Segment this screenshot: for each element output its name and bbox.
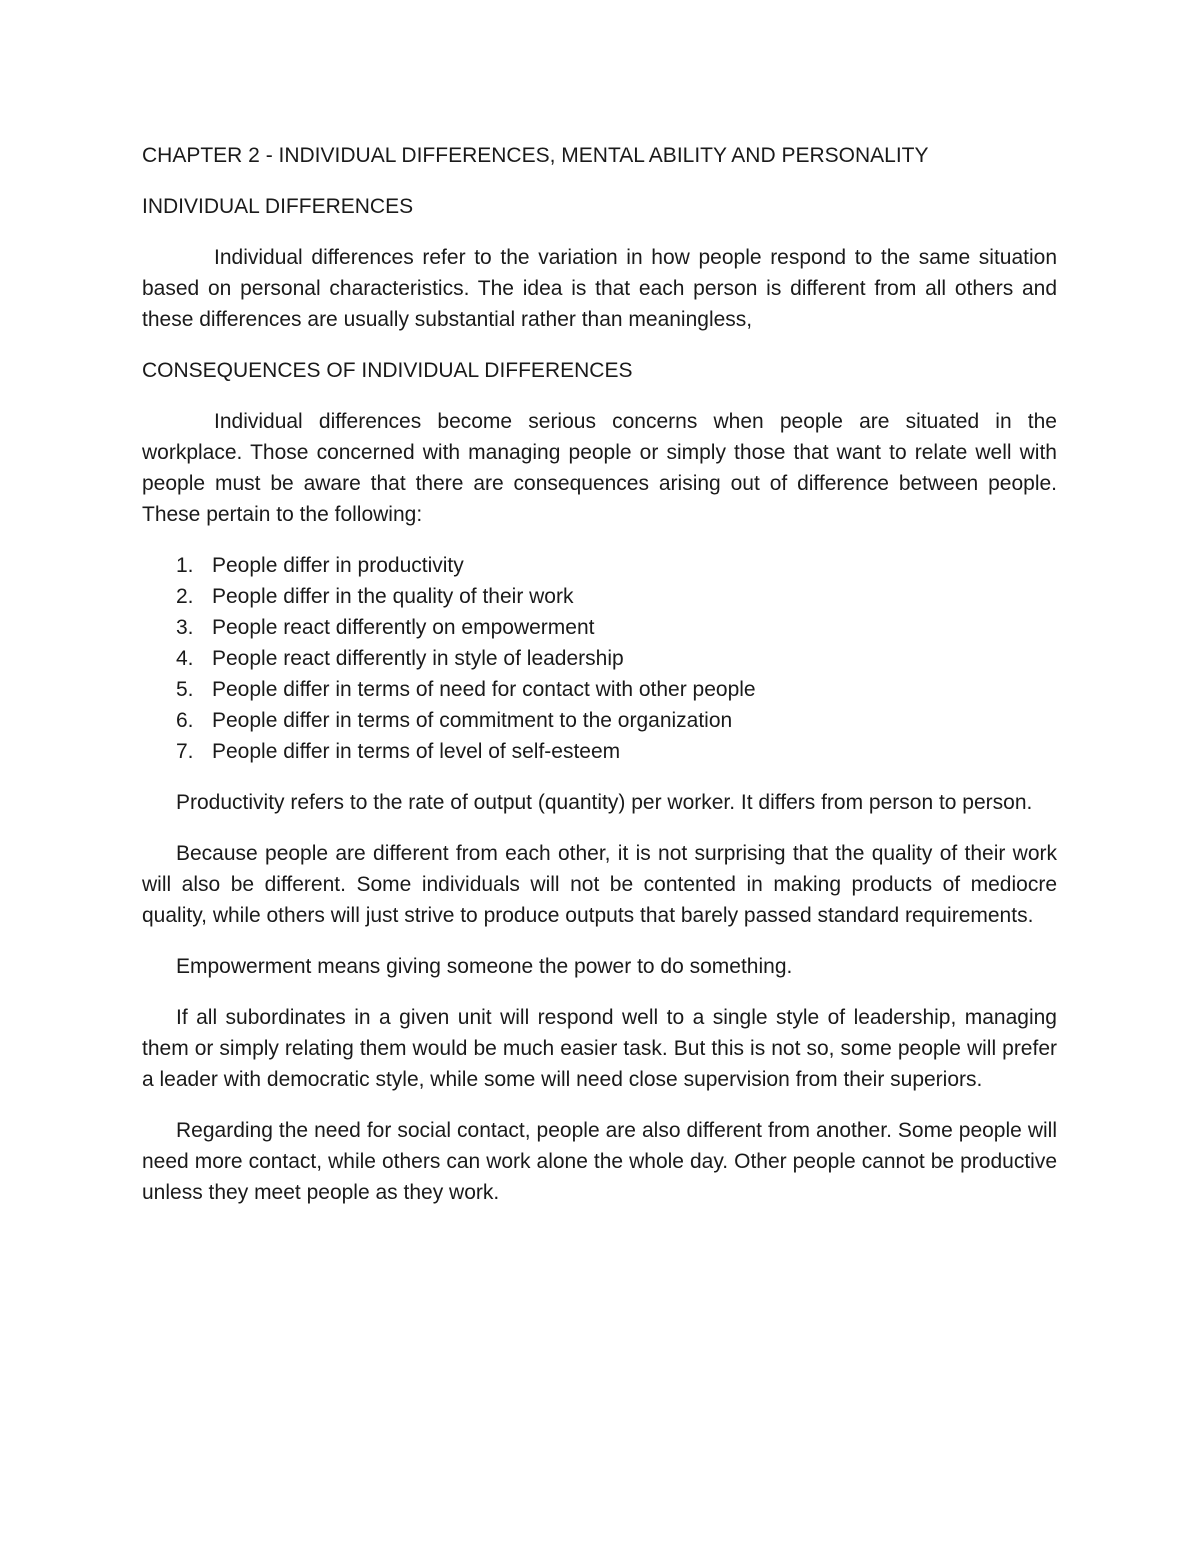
paragraph-definition: Individual differences refer to the variation in how people respond to the same situation based on personal characteristics. The idea is that each person is different from all others and these differences are usually substantial rather than meaningless, — [142, 246, 1057, 331]
list-item — [142, 643, 1057, 674]
section-heading-consequences: CONSEQUENCES OF INDIVIDUAL DIFFERENCES — [142, 359, 633, 382]
list-item-text: People differ in terms of level of self-esteem — [212, 740, 621, 763]
paragraph-social-contact: Regarding the need for social contact, people are also different from another. Some people will need more contact, while others can work alone the whole day. Other people cannot be productive unless they meet people as they work. — [142, 1119, 1057, 1204]
section-heading-individual-differences: INDIVIDUAL DIFFERENCES — [142, 195, 414, 218]
document-page — [142, 140, 1057, 1228]
paragraph-consequences: Individual differences become serious concerns when people are situated in the workplace. Those concerned with managing people or simply those that want to relate well with people must be aware that there are consequences arising out of difference between people. These pertain to the following: — [142, 410, 1057, 526]
list-item — [142, 581, 1057, 612]
list-item-text: People differ in terms of need for contact with other people — [212, 678, 756, 701]
list-item — [142, 674, 1057, 705]
list-item-number: 7. — [176, 740, 194, 763]
list-item-text: People react differently in style of leadership — [212, 647, 624, 670]
paragraph-leadership: If all subordinates in a given unit will respond well to a single style of leadership, managing them or simply relating them would be much easier task. But this is not so, some people will prefer a leader with democratic style, while some will need close supervision from their superiors. — [142, 1006, 1057, 1091]
consequences-list — [142, 550, 1057, 767]
list-item-number: 1. — [176, 554, 194, 577]
list-item-number: 2. — [176, 585, 194, 608]
list-item — [142, 736, 1057, 767]
paragraph-quality: Because people are different from each other, it is not surprising that the quality of their work will also be different. Some individuals will not be contented in making products of mediocre quality, while others will just strive to produce outputs that barely passed standard requirements. — [142, 842, 1057, 927]
list-item-number: 6. — [176, 709, 194, 732]
list-item-number: 5. — [176, 678, 194, 701]
list-item — [142, 705, 1057, 736]
list-item-text: People differ in productivity — [212, 554, 464, 577]
list-item-text: People react differently on empowerment — [212, 616, 595, 639]
list-item — [142, 550, 1057, 581]
paragraph-productivity: Productivity refers to the rate of output (quantity) per worker. It differs from person to person. — [176, 791, 1033, 814]
list-item-text: People differ in the quality of their work — [212, 585, 574, 608]
list-item-text: People differ in terms of commitment to the organization — [212, 709, 733, 732]
chapter-title: CHAPTER 2 - INDIVIDUAL DIFFERENCES, MENTAL ABILITY AND PERSONALITY — [142, 144, 929, 167]
list-item — [142, 612, 1057, 643]
list-item-number: 3. — [176, 616, 194, 639]
list-item-number: 4. — [176, 647, 194, 670]
paragraph-empowerment: Empowerment means giving someone the power to do something. — [176, 955, 793, 978]
